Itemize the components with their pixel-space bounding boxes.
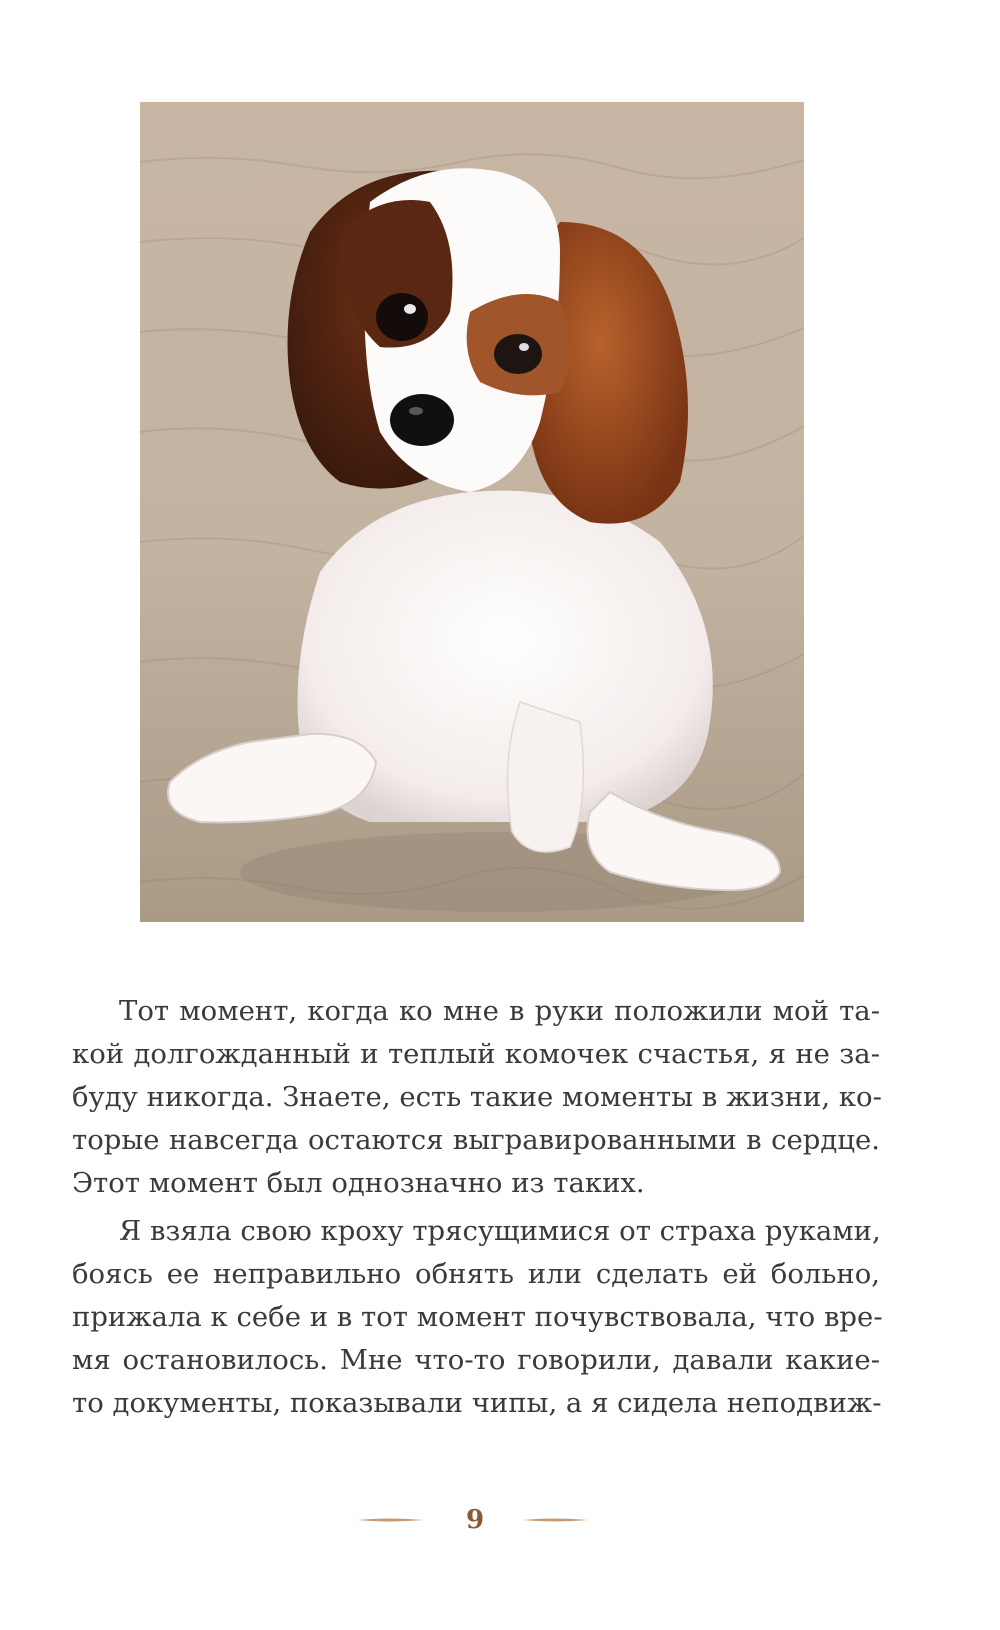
puppy-image [140, 102, 804, 922]
page-number: 9 [465, 1505, 485, 1535]
text-line: мя остановилось. Мне что-то говорили, давали какие- [72, 1344, 880, 1376]
paragraph [72, 990, 880, 1205]
right-ornament-icon [522, 1518, 588, 1522]
text-line: прижала к себе и в тот момент почувствовала, что вре- [72, 1301, 883, 1333]
paragraph [72, 1210, 883, 1425]
text-line: боясь ее неправильно обнять или сделать ей больно, [72, 1258, 880, 1290]
text-line: Тот момент, когда ко мне в руки положили мой та- [119, 995, 880, 1027]
text-line: кой долгожданный и теплый комочек счастья, я не за- [72, 1038, 880, 1070]
puppy-illustration [140, 102, 804, 922]
text-line: то документы, показывали чипы, а я сидела неподвиж- [72, 1387, 882, 1419]
body-text [72, 990, 883, 1430]
page-footer [0, 1500, 1000, 1540]
left-ornament-icon [357, 1518, 423, 1522]
text-line: Этот момент был однозначно из таких. [72, 1167, 645, 1199]
text-line: торые навсегда остаются выгравированными в сердце. [72, 1124, 880, 1156]
text-line: Я взяла свою кроху трясущимися от страха руками, [119, 1215, 881, 1247]
text-line: буду никогда. Знаете, есть такие моменты в жизни, ко- [72, 1081, 882, 1113]
